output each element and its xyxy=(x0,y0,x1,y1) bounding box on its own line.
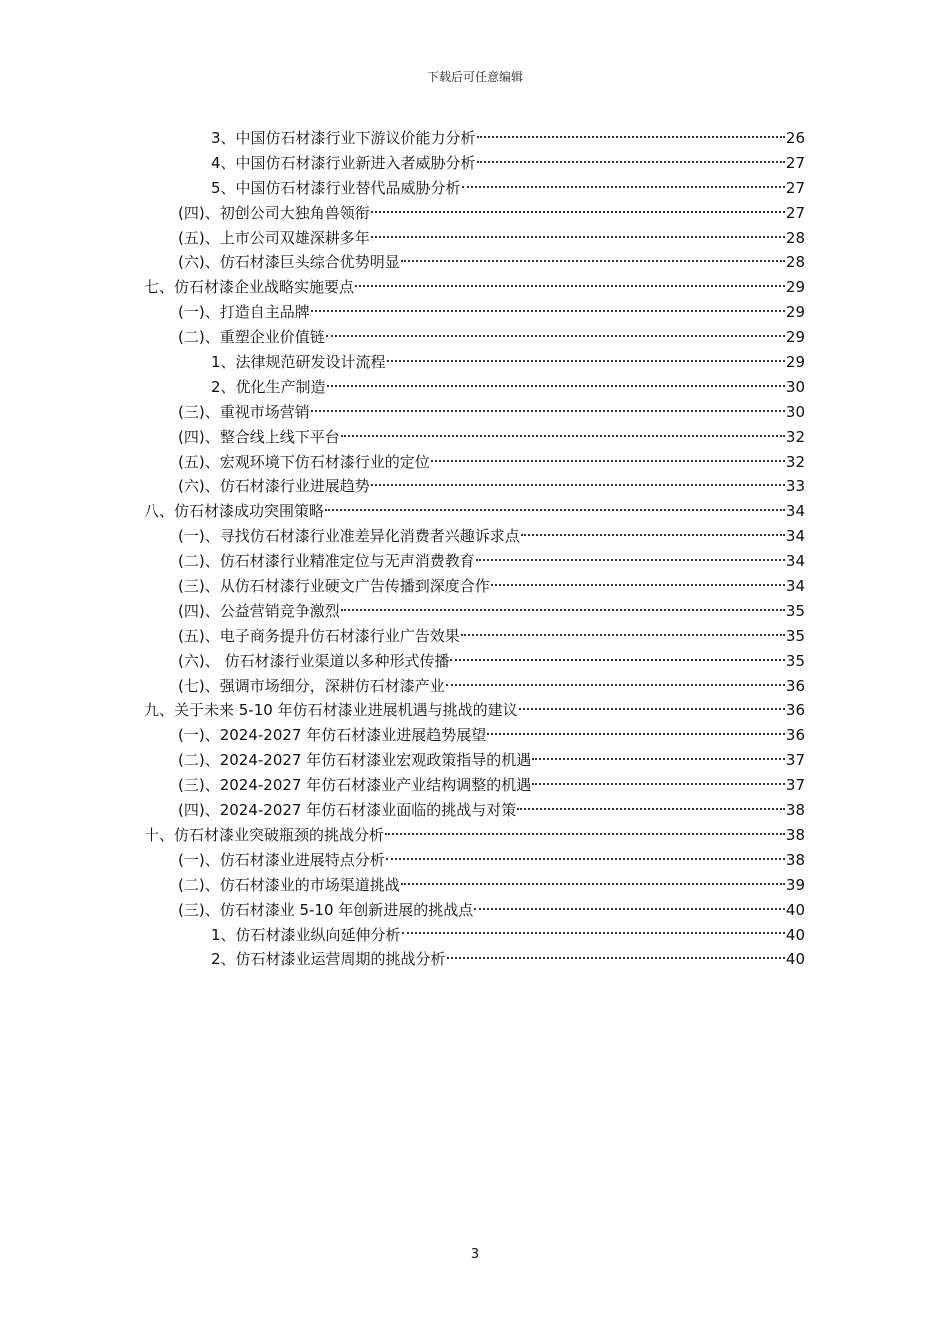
toc-entry-title: (一)、仿石材漆业进展特点分析 xyxy=(178,850,385,869)
toc-entry[interactable] xyxy=(178,474,805,499)
toc-dot-leader xyxy=(371,235,785,238)
table-of-contents xyxy=(0,126,950,972)
page-number: 3 xyxy=(470,1247,480,1262)
toc-dot-leader xyxy=(401,882,785,885)
toc-entry-page: 32 xyxy=(785,427,805,446)
toc-entry-page: 38 xyxy=(785,801,805,820)
toc-entry-page: 29 xyxy=(785,328,805,347)
toc-entry-title: (一)、2024-2027 年仿石材漆业进展趋势展望 xyxy=(178,726,487,745)
toc-entry-page: 34 xyxy=(785,502,805,521)
toc-entry-page: 34 xyxy=(785,577,805,596)
toc-entry[interactable] xyxy=(178,226,805,251)
toc-entry-title: 1、仿石材漆业纵向延伸分析 xyxy=(211,925,401,944)
toc-entry-title: (五)、电子商务提升仿石材漆行业广告效果 xyxy=(178,626,460,645)
toc-entry-title: (三)、重视市场营销 xyxy=(178,402,310,421)
toc-entry-title: (五)、上市公司双雄深耕多年 xyxy=(178,228,370,247)
toc-dot-leader xyxy=(461,633,785,636)
toc-dot-leader xyxy=(521,533,785,536)
toc-entry[interactable] xyxy=(144,823,805,848)
toc-entry-title: (六)、仿石材漆巨头综合优势明显 xyxy=(178,253,400,272)
toc-entry[interactable] xyxy=(178,325,805,350)
toc-entry[interactable] xyxy=(178,599,805,624)
toc-entry[interactable] xyxy=(211,176,805,201)
toc-entry-title: 2、优化生产制造 xyxy=(211,377,326,396)
toc-entry[interactable] xyxy=(178,425,805,450)
toc-dot-leader xyxy=(327,384,785,387)
toc-dot-leader xyxy=(386,857,785,860)
toc-entry-page: 34 xyxy=(785,527,805,546)
toc-dot-leader xyxy=(517,807,785,810)
toc-entry-page: 27 xyxy=(785,178,805,197)
toc-entry[interactable] xyxy=(178,549,805,574)
toc-entry[interactable] xyxy=(178,201,805,226)
toc-dot-leader xyxy=(325,508,785,511)
toc-dot-leader xyxy=(341,608,785,611)
toc-entry-page: 40 xyxy=(785,925,805,944)
toc-entry-page: 39 xyxy=(785,875,805,894)
toc-dot-leader xyxy=(462,185,785,188)
toc-entry-title: (二)、仿石材漆行业精准定位与无声消费教育 xyxy=(178,552,475,571)
toc-entry-page: 30 xyxy=(785,402,805,421)
toc-entry-title: (六)、 仿石材漆行业渠道以多种形式传播 xyxy=(178,651,450,670)
toc-entry[interactable] xyxy=(144,275,805,300)
toc-entry[interactable] xyxy=(178,624,805,649)
toc-entry[interactable] xyxy=(178,723,805,748)
toc-entry-page: 32 xyxy=(785,452,805,471)
toc-entry-title: (七)、强调市场细分，深耕仿石材漆产业 xyxy=(178,676,445,695)
toc-entry-page: 35 xyxy=(785,651,805,670)
toc-dot-leader xyxy=(477,135,785,138)
toc-entry-title: 1、法律规范研发设计流程 xyxy=(211,353,386,372)
toc-entry[interactable] xyxy=(178,250,805,275)
toc-entry-page: 40 xyxy=(785,900,805,919)
toc-dot-leader xyxy=(450,658,784,661)
toc-entry-page: 30 xyxy=(785,377,805,396)
toc-entry-title: (四)、公益营销竞争激烈 xyxy=(178,601,340,620)
toc-entry[interactable] xyxy=(178,873,805,898)
toc-entry-title: (三)、2024-2027 年仿石材漆业产业结构调整的机遇 xyxy=(178,776,532,795)
toc-dot-leader xyxy=(446,683,785,686)
toc-dot-leader xyxy=(311,409,785,412)
toc-dot-leader xyxy=(431,459,785,462)
toc-dot-leader xyxy=(487,732,785,735)
toc-entry-title: 七、仿石材漆企业战略实施要点 xyxy=(144,278,355,297)
toc-entry-page: 27 xyxy=(785,203,805,222)
toc-entry-title: (一)、打造自主品牌 xyxy=(178,303,310,322)
toc-entry-title: (二)、重塑企业价值链 xyxy=(178,328,325,347)
toc-entry-title: (六)、仿石材漆行业进展趋势 xyxy=(178,477,370,496)
toc-dot-leader xyxy=(519,707,785,710)
toc-entry[interactable] xyxy=(211,375,805,400)
toc-entry-page: 35 xyxy=(785,626,805,645)
toc-entry[interactable] xyxy=(178,798,805,823)
toc-dot-leader xyxy=(385,832,785,835)
toc-dot-leader xyxy=(477,160,785,163)
toc-entry-page: 26 xyxy=(785,129,805,147)
toc-entry[interactable] xyxy=(178,574,805,599)
toc-entry[interactable] xyxy=(178,748,805,773)
toc-entry-page: 34 xyxy=(785,552,805,571)
toc-entry-page: 28 xyxy=(785,228,805,247)
toc-entry-title: 5、中国仿石材漆行业替代品威胁分析 xyxy=(211,178,461,197)
toc-entry[interactable] xyxy=(178,300,805,325)
toc-dot-leader xyxy=(402,931,785,934)
toc-entry[interactable] xyxy=(178,524,805,549)
toc-entry-page: 37 xyxy=(785,776,805,795)
toc-entry-page: 29 xyxy=(785,278,805,297)
toc-entry-page: 36 xyxy=(785,701,805,720)
toc-entry[interactable] xyxy=(211,350,805,375)
toc-dot-leader xyxy=(371,210,785,213)
toc-dot-leader xyxy=(491,583,785,586)
toc-entry-page: 29 xyxy=(785,303,805,322)
toc-dot-leader xyxy=(311,309,785,312)
toc-entry[interactable] xyxy=(211,923,805,948)
toc-entry-page: 28 xyxy=(785,253,805,272)
toc-dot-leader xyxy=(401,259,785,262)
toc-dot-leader xyxy=(532,757,785,760)
toc-dot-leader xyxy=(447,956,785,959)
toc-dot-leader xyxy=(474,907,785,910)
toc-entry-page: 38 xyxy=(785,825,805,844)
toc-dot-leader xyxy=(476,558,785,561)
toc-entry[interactable] xyxy=(211,126,805,151)
toc-entry-page: 33 xyxy=(785,477,805,496)
toc-entry-title: (三)、从仿石材漆行业硬文广告传播到深度合作 xyxy=(178,577,490,596)
toc-entry[interactable] xyxy=(178,848,805,873)
toc-entry-page: 38 xyxy=(785,850,805,869)
toc-entry[interactable] xyxy=(211,947,805,972)
toc-entry-page: 37 xyxy=(785,751,805,770)
toc-entry[interactable] xyxy=(178,649,805,674)
toc-entry[interactable] xyxy=(211,151,805,176)
toc-entry[interactable] xyxy=(144,499,805,524)
toc-entry[interactable] xyxy=(178,400,805,425)
toc-entry-title: 九、关于未来 5-10 年仿石材漆业进展机遇与挑战的建议 xyxy=(144,701,518,720)
toc-dot-leader xyxy=(341,434,785,437)
toc-entry-title: (二)、仿石材漆业的市场渠道挑战 xyxy=(178,875,400,894)
toc-entry-title: (五)、宏观环境下仿石材漆行业的定位 xyxy=(178,452,430,471)
toc-dot-leader xyxy=(326,334,785,337)
toc-entry-page: 36 xyxy=(785,676,805,695)
toc-entry-page: 36 xyxy=(785,726,805,745)
page-header: 下载后可任意编辑 xyxy=(426,70,523,84)
toc-entry-title: 八、仿石材漆成功突围策略 xyxy=(144,502,325,521)
toc-entry-page: 29 xyxy=(785,353,805,372)
toc-entry-title: 4、中国仿石材漆行业新进入者威胁分析 xyxy=(211,153,476,172)
toc-entry-title: (三)、仿石材漆业 5-10 年创新进展的挑战点 xyxy=(178,900,474,919)
toc-entry-title: (四)、整合线上线下平台 xyxy=(178,427,340,446)
toc-dot-leader xyxy=(532,782,785,785)
toc-entry[interactable] xyxy=(178,450,805,475)
toc-entry-title: (四)、2024-2027 年仿石材漆业面临的挑战与对策 xyxy=(178,801,517,820)
toc-entry[interactable] xyxy=(178,773,805,798)
toc-dot-leader xyxy=(387,359,785,362)
toc-entry-title: (二)、2024-2027 年仿石材漆业宏观政策指导的机遇 xyxy=(178,751,532,770)
toc-entry[interactable] xyxy=(144,698,805,723)
toc-entry-title: (四)、初创公司大独角兽领衔 xyxy=(178,203,370,222)
toc-entry-title: 十、仿石材漆业突破瓶颈的挑战分析 xyxy=(144,825,385,844)
toc-dot-leader xyxy=(371,483,785,486)
toc-entry-page: 27 xyxy=(785,153,805,172)
toc-entry-title: 3、中国仿石材漆行业下游议价能力分析 xyxy=(211,129,476,147)
toc-dot-leader xyxy=(355,284,785,287)
toc-entry-title: 2、仿石材漆业运营周期的挑战分析 xyxy=(211,950,446,969)
toc-entry[interactable] xyxy=(178,674,805,699)
toc-entry-title: (一)、寻找仿石材漆行业准差异化消费者兴趣诉求点 xyxy=(178,527,520,546)
toc-entry-page: 35 xyxy=(785,601,805,620)
toc-entry-page: 40 xyxy=(785,950,805,969)
toc-entry[interactable] xyxy=(178,898,805,923)
